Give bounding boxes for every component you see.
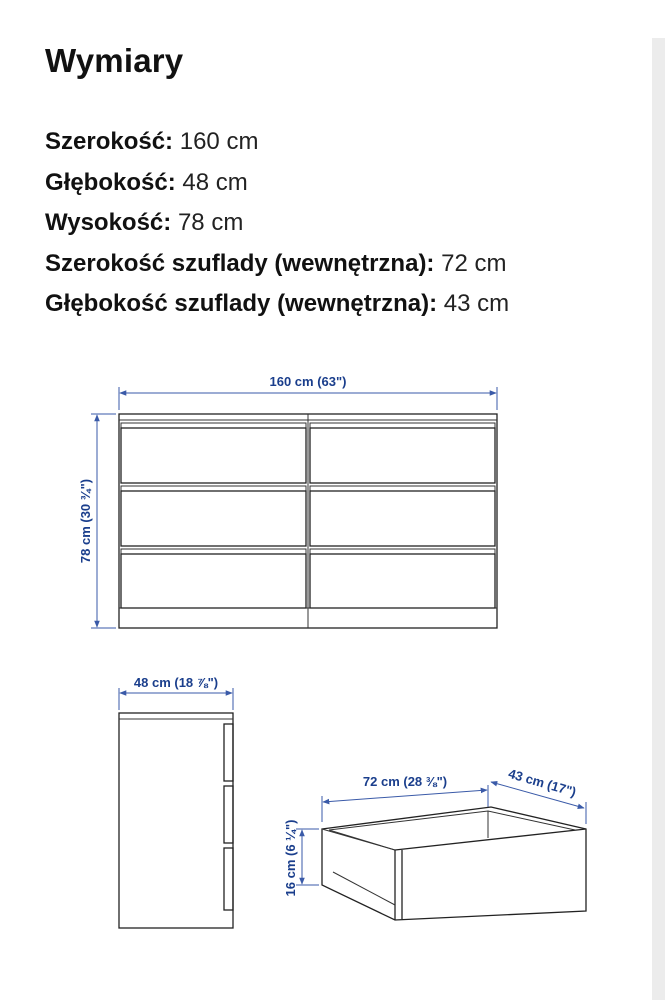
spec-value: 160 cm — [179, 128, 259, 155]
spec-label: Głębokość szuflady (wewnętrzna): — [45, 290, 438, 317]
side-depth-label: 48 cm (18 ⅞") — [133, 675, 219, 690]
spec-label: Szerokość szuflady (wewnętrzna): — [45, 249, 435, 277]
spec-value: 78 cm — [177, 209, 244, 236]
front-height-label: 78 cm (30 ¾") — [78, 478, 93, 564]
drawer-view — [283, 766, 586, 920]
spec-label: Głębokość: — [45, 168, 176, 196]
spec-value: 48 cm — [182, 168, 248, 196]
spec-label: Wysokość: — [45, 209, 172, 236]
spec-value: 72 cm — [441, 249, 507, 277]
dresser-side-outline — [119, 713, 233, 928]
spec-value: 43 cm — [443, 290, 510, 317]
spec-label: Szerokość: — [45, 128, 174, 155]
drawer-width-label: 72 cm (28 ⅜") — [362, 774, 448, 789]
section-title: Wymiary — [45, 42, 184, 79]
side-view — [119, 675, 233, 928]
drawer-height-label: 16 cm (6 ¼") — [283, 819, 298, 897]
drawer-width-dimension-line — [323, 790, 487, 802]
front-view — [78, 374, 497, 628]
drawer-depth-label: 43 cm (17") — [506, 765, 578, 800]
front-width-label: 160 cm (63") — [269, 374, 347, 389]
